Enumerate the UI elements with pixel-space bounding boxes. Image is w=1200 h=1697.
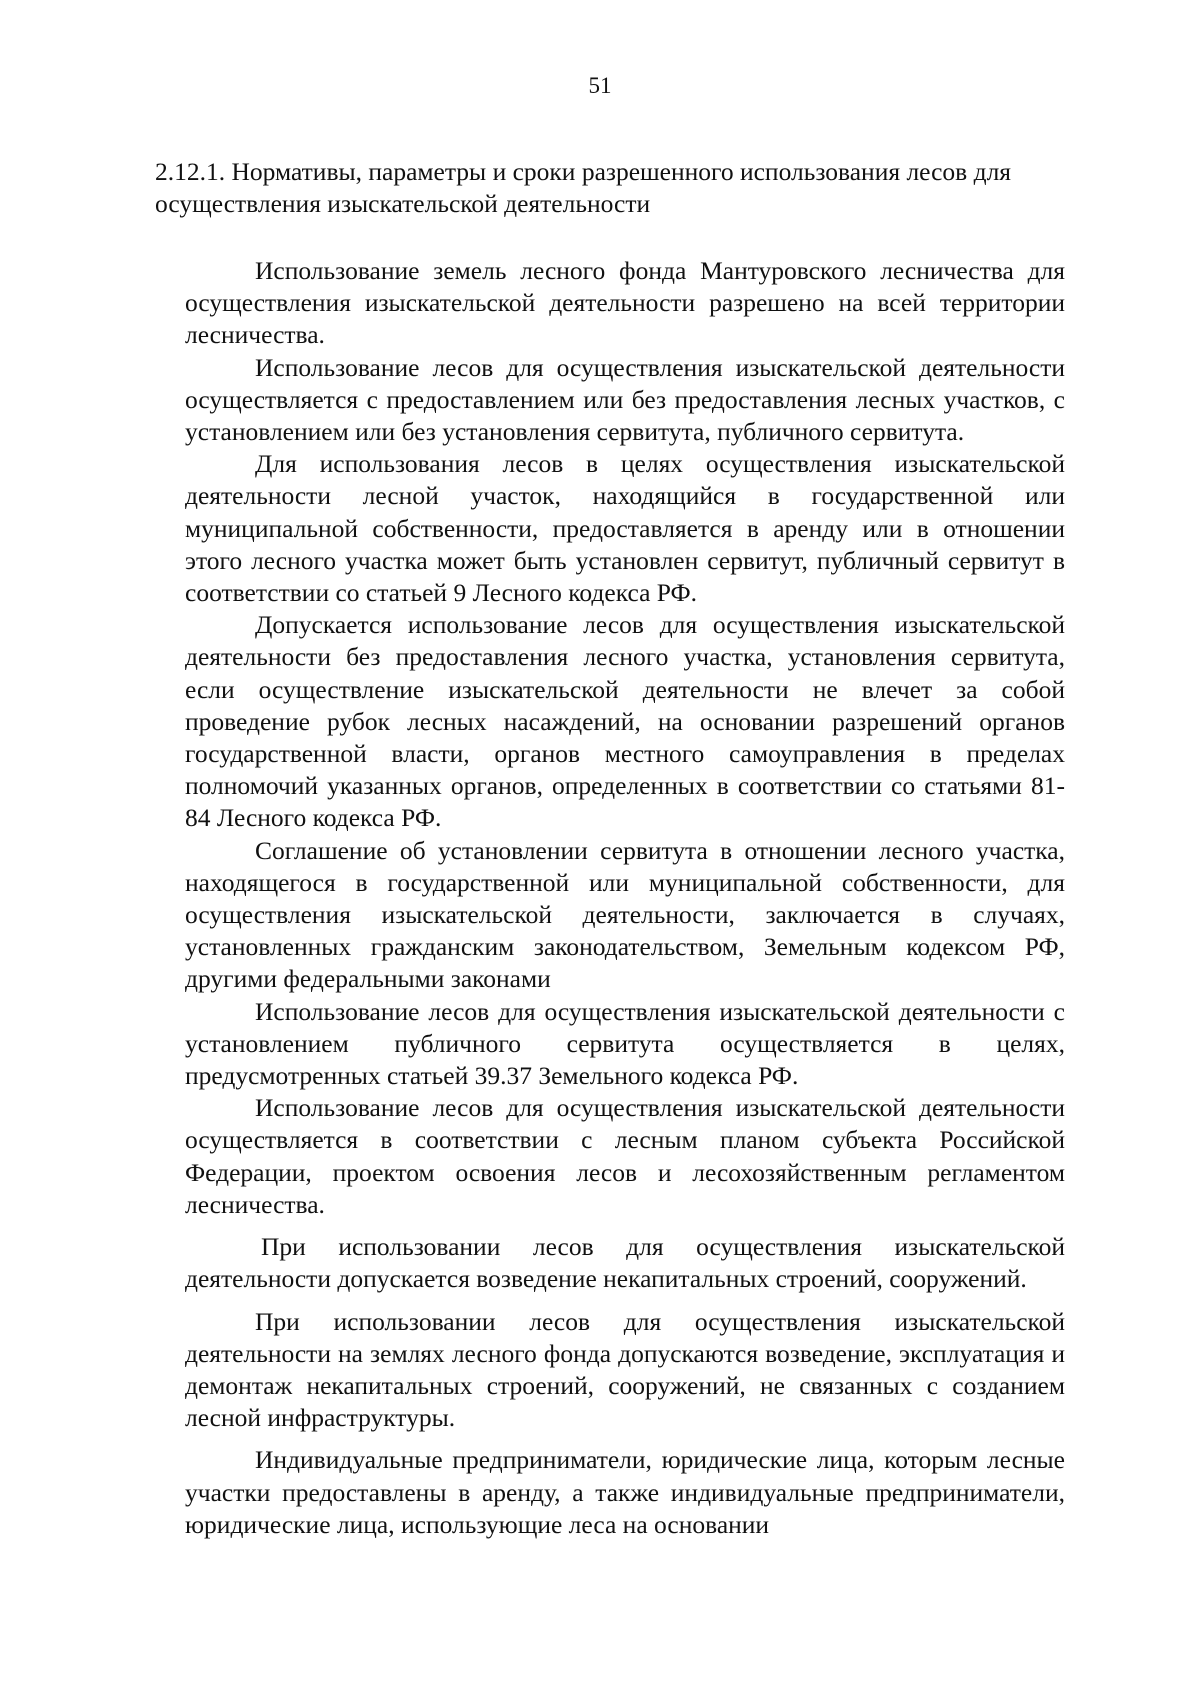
paragraph: Использование лесов для осуществления изыскательской деятельности осуществляется в соответствии с лесным планом субъекта Российской Федерации, проектом освоения лесов и лесохозяйственным регламентом лесничества. <box>185 1093 1065 1219</box>
paragraph: Использование лесов для осуществления изыскательской деятельности осуществляется с предоставлением или без предоставления лесных участков, с установлением или без установления сервитута, публичного сервитута. <box>185 352 1065 447</box>
paragraph: При использовании лесов для осуществления изыскательской деятельности допускается возведение некапитальных строений, сооружений. <box>185 1232 1065 1294</box>
paragraph: Соглашение об установлении сервитута в отношении лесного участка, находящегося в государственной или муниципальной собственности, для осуществления изыскательской деятельности, заключается в случаях, установленных гражданским законодательством, Земельным кодексом РФ, другими федеральными законами <box>185 835 1065 994</box>
body-text <box>185 255 1065 1541</box>
paragraph: Использование земель лесного фонда Мантуровского лесничества для осуществления изыскательской деятельности разрешено на всей территории лесничества. <box>185 256 1065 350</box>
section-heading: 2.12.1. Нормативы, параметры и сроки разрешенного использования лесов для осуществления изыскательской деятельности <box>155 157 1012 218</box>
paragraph: Использование лесов для осуществления изыскательской деятельности с установлением публичного сервитута осуществляется в целях, предусмотренных статьей 39.37 Земельного кодекса РФ. <box>185 996 1065 1091</box>
paragraph: Для использования лесов в целях осуществления изыскательской деятельности лесной участок, находящийся в государственной или муниципальной собственности, предоставляется в аренду или в отношении этого лесного участка может быть установлен сервитут, публичный сервитут в соответствии со статьей 9 Лесного кодекса РФ. <box>185 449 1065 608</box>
paragraph: Индивидуальные предприниматели, юридические лица, которым лесные участки предоставлены в аренду, а также индивидуальные предприниматели, юридические лица, использующие леса на основании <box>185 1445 1065 1539</box>
page-number: 51 <box>588 73 612 98</box>
paragraph: Допускается использование лесов для осуществления изыскательской деятельности без предоставления лесного участка, установления сервитута, если осуществление изыскательской деятельности не влечет за собой проведение рубок лесных насаждений, на основании разрешений органов государственной власти, органов местного самоуправления в пределах полномочий указанных органов, определенных в соответствии со статьями 81-84 Лесного кодекса РФ. <box>185 610 1065 833</box>
paragraph: При использовании лесов для осуществления изыскательской деятельности на землях лесного фонда допускаются возведение, эксплуатация и демонтаж некапитальных строений, сооружений, не связанных с созданием лесной инфраструктуры. <box>185 1306 1065 1433</box>
